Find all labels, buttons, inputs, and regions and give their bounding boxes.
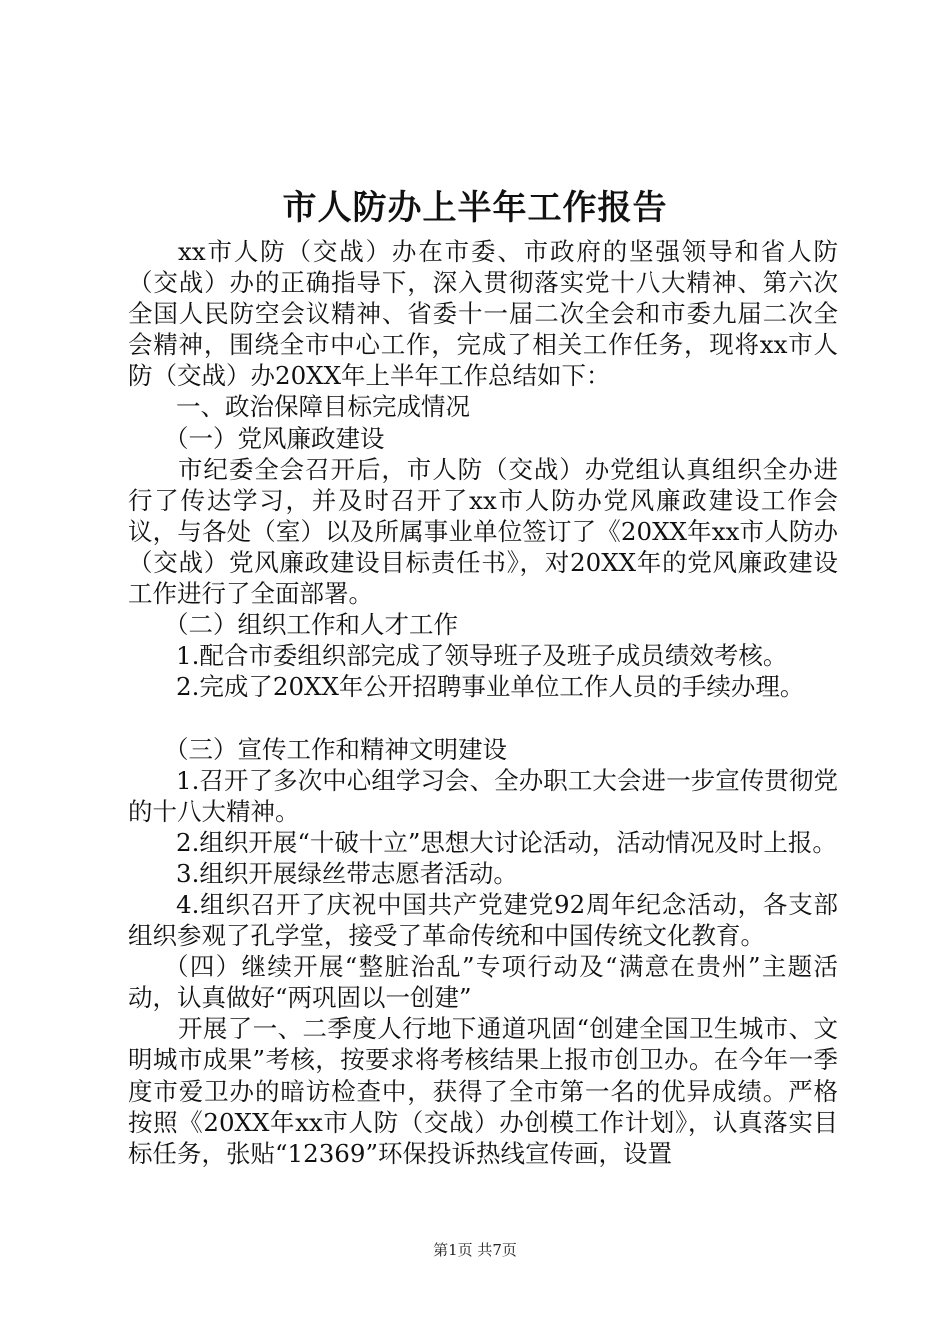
body-paragraph: 市纪委全会召开后，市人防（交战）办党组认真组织全办进行了传达学习，并及时召开了xx市人防办党风廉政建设工作会议，与各处（室）以及所属事业单位签订了《20XX年xx市人防办（交战）党风廉政建设目标责任书》，对20XX年的党风廉政建设工作进行了全面部署。 [128,454,838,609]
document-title: 市人防办上半年工作报告 [282,188,668,228]
document-body [128,236,838,1169]
list-item: 1.召开了多次中心组学习会、全办职工大会进一步宣传贯彻党的十八大精神。 [128,765,838,826]
list-item: 2.组织开展“十破十立”思想大讨论活动，活动情况及时上报。 [176,827,837,857]
section-heading-1: 一、政治保障目标完成情况 [176,392,470,422]
subsection-heading-4: （四）继续开展“整脏治乱”专项行动及“满意在贵州”主题活动，认真做好“两巩固以一创建” [128,952,838,1013]
list-item: 2.完成了20XX年公开招聘事业单位工作人员的手续办理。 [176,672,805,702]
blank-line [128,702,838,733]
subsection-heading-1: （一）党风廉政建设 [164,423,385,453]
list-item: 4.组织召开了庆祝中国共产党建党92周年纪念活动，各支部组织参观了孔学堂，接受了革命传统和中国传统文化教育。 [128,889,838,951]
intro-paragraph: xx市人防（交战）办在市委、市政府的坚强领导和省人防（交战）办的正确指导下，深入贯彻落实党十八大精神、第六次全国人民防空会议精神、省委十一届二次全会和市委九届二次全会精神，围绕全市中心工作，完成了相关工作任务，现将xx市人防（交战）办20XX年上半年工作总结如下： [128,237,838,391]
body-paragraph: 开展了一、二季度人行地下通道巩固“创建全国卫生城市、文明城市成果”考核，按要求将考核结果上报市创卫办。在今年一季度市爱卫办的暗访检查中，获得了全市第一名的优异成绩。严格按照《20XX年xx市人防（交战）办创模工作计划》，认真落实目标任务，张贴“12369”环保投诉热线宣传画，设置 [128,1014,838,1168]
subsection-heading-3: （三）宣传工作和精神文明建设 [164,734,507,764]
list-item: 1.配合市委组织部完成了领导班子及班子成员绩效考核。 [176,641,788,671]
subsection-heading-2: （二）组织工作和人才工作 [164,610,458,640]
list-item: 3.组织开展绿丝带志愿者活动。 [176,858,518,888]
page-footer: 第1页 共7页 [433,1241,517,1259]
